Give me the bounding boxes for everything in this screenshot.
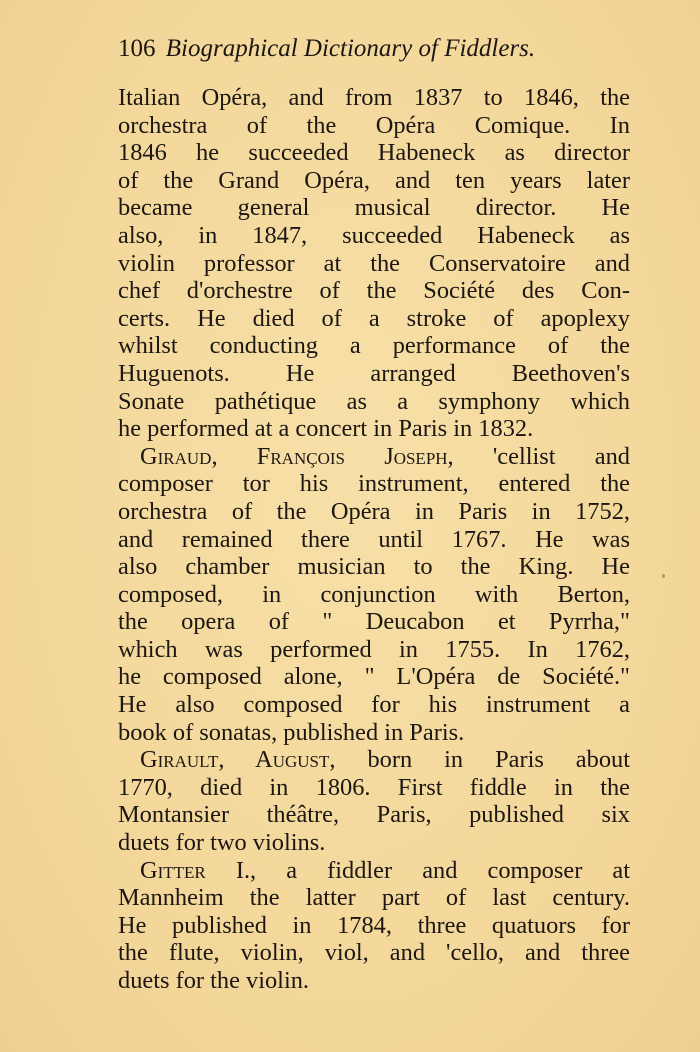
text-line: Huguenots. He arranged Beethoven's bbox=[118, 359, 630, 387]
text-line: composer tor his instrument, entered the bbox=[118, 470, 630, 498]
text-line: he performed at a concert in Paris in 1832. bbox=[118, 415, 534, 443]
entry-headword: Girault, August, bbox=[140, 746, 336, 774]
text-line: composed, in conjunction with Berton, bbox=[118, 580, 630, 608]
entry-headword: Giraud, François Joseph, bbox=[140, 442, 454, 470]
text-line: he composed alone, " L'Opéra de Société." bbox=[118, 663, 630, 691]
text-fragment: a fiddler and composer at bbox=[256, 856, 630, 884]
text-line: Sonate pathétique as a symphony which bbox=[118, 387, 630, 415]
text-line: orchestra of the Opéra Comique. In bbox=[118, 111, 630, 139]
text-line: duets for two violins. bbox=[118, 829, 326, 857]
text-line: Italian Opéra, and from 1837 to 1846, the bbox=[118, 84, 630, 111]
text-line bbox=[118, 746, 630, 774]
text-line: violin professor at the Conservatoire and bbox=[118, 249, 630, 277]
text-line: 1770, died in 1806. First fiddle in the bbox=[118, 773, 630, 801]
page-number: 106 bbox=[118, 35, 156, 62]
text-line bbox=[118, 857, 630, 885]
paper-speck bbox=[662, 574, 665, 578]
text-line: also, in 1847, succeeded Habeneck as bbox=[118, 221, 630, 249]
running-head bbox=[118, 34, 638, 64]
text-line bbox=[118, 443, 630, 471]
text-line: certs. He died of a stroke of apoplexy bbox=[118, 304, 630, 332]
text-fragment: born in Paris about bbox=[335, 746, 630, 774]
text-line: became general musical director. He bbox=[118, 194, 630, 222]
text-line: the flute, violin, viol, and 'cello, and three bbox=[118, 939, 630, 967]
running-title: Biographical Dictionary of Fiddlers. bbox=[165, 35, 536, 62]
body-text bbox=[118, 84, 630, 995]
text-line: orchestra of the Opéra in Paris in 1752, bbox=[118, 497, 630, 525]
text-line: 1846 he succeeded Habeneck as director bbox=[118, 139, 630, 167]
text-line: chef d'orchestre of the Société des Con- bbox=[118, 277, 630, 305]
text-line: also chamber musician to the King. He bbox=[118, 553, 630, 581]
entry-giraud bbox=[118, 443, 630, 747]
text-line: which was performed in 1755. In 1762, bbox=[118, 635, 630, 663]
text-line: book of sonatas, published in Paris. bbox=[118, 718, 465, 746]
paragraph-continuation bbox=[118, 84, 630, 443]
text-line: Mannheim the latter part of last century. bbox=[118, 884, 630, 912]
text-line: whilst conducting a performance of the bbox=[118, 332, 630, 360]
text-line: Montansier théâtre, Paris, published six bbox=[118, 801, 630, 829]
text-line: He published in 1784, three quatuors for bbox=[118, 911, 630, 939]
text-line: He also composed for his instrument a bbox=[118, 691, 630, 719]
text-line: of the Grand Opéra, and ten years later bbox=[118, 166, 630, 194]
text-line: and remained there until 1767. He was bbox=[118, 525, 630, 553]
text-fragment: 'cellist and bbox=[453, 442, 630, 470]
text-line: the opera of " Deucabon et Pyrrha," bbox=[118, 608, 630, 636]
entry-gitter bbox=[118, 857, 630, 995]
text-line: duets for the violin. bbox=[118, 967, 310, 994]
entry-headword: Gitter I., bbox=[140, 856, 257, 884]
entry-girault bbox=[118, 746, 630, 856]
